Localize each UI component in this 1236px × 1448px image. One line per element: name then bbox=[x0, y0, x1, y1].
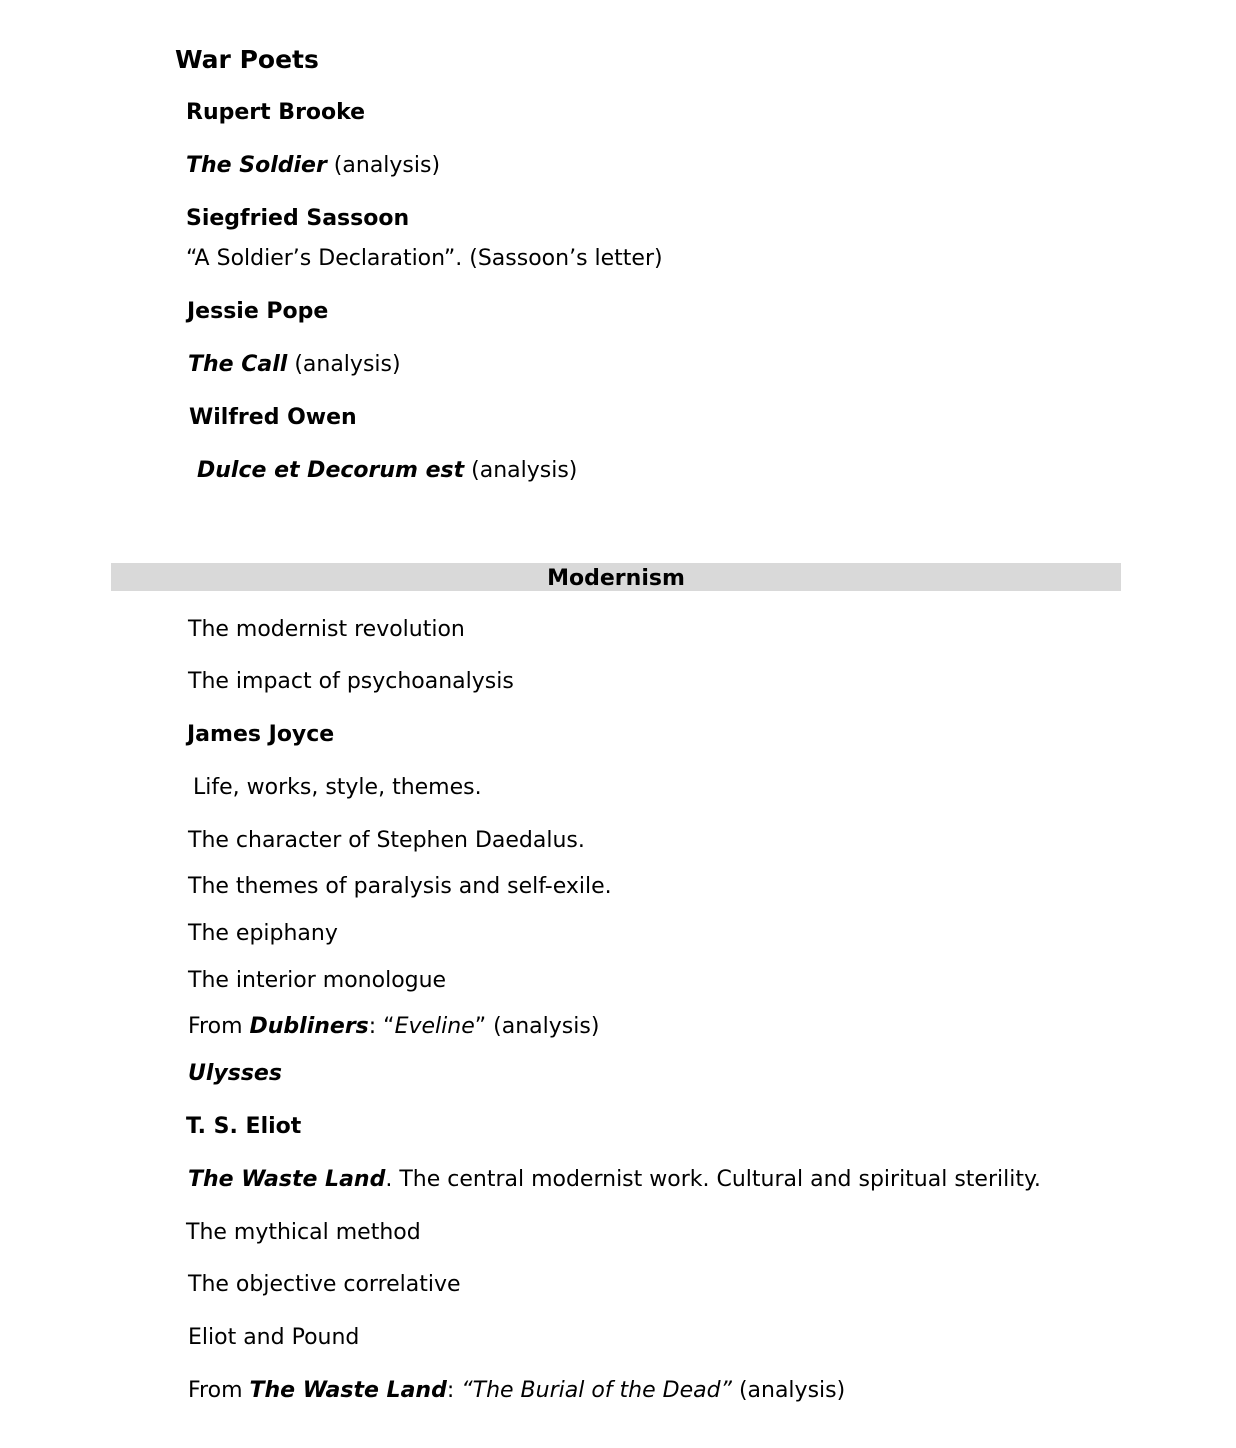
section-title: “The Burial of the Dead” bbox=[461, 1378, 732, 1403]
topic-modernist-revolution: The modernist revolution bbox=[188, 617, 465, 642]
work-title: The Waste Land bbox=[188, 1167, 386, 1192]
work-the-soldier bbox=[186, 155, 440, 177]
eliot-topic-eliot-and-pound: Eliot and Pound bbox=[188, 1325, 360, 1350]
work-ulysses: Ulysses bbox=[188, 1061, 282, 1086]
from-prefix: From bbox=[188, 1378, 250, 1403]
author-siegfried-sassoon: Siegfried Sassoon bbox=[186, 206, 410, 231]
work-description: . The central modernist work. Cultural and spiritual sterility. bbox=[385, 1167, 1041, 1192]
from-prefix: From bbox=[188, 1014, 250, 1039]
joyce-topic-paralysis: The themes of paralysis and self-exile. bbox=[188, 874, 612, 899]
section-title-war-poets: War Poets bbox=[175, 45, 319, 74]
section-header-modernism bbox=[111, 563, 1121, 591]
work-the-call bbox=[188, 354, 401, 376]
work-note: (analysis) bbox=[464, 458, 578, 483]
work-note: (analysis) bbox=[326, 153, 441, 178]
punctuation: : “ bbox=[368, 1014, 395, 1039]
author-rupert-brooke: Rupert Brooke bbox=[186, 100, 366, 125]
work-title: The Call bbox=[188, 352, 288, 377]
sassoon-declaration: “A Soldier’s Declaration”. (Sassoon’s letter) bbox=[186, 246, 663, 271]
joyce-topic-life: Life, works, style, themes. bbox=[193, 775, 482, 800]
eliot-burial-of-the-dead bbox=[188, 1380, 845, 1402]
author-james-joyce: James Joyce bbox=[187, 722, 335, 747]
punctuation: : bbox=[446, 1378, 462, 1403]
work-note: ” (analysis) bbox=[474, 1014, 600, 1039]
work-title: The Waste Land bbox=[249, 1378, 447, 1403]
joyce-topic-daedalus: The character of Stephen Daedalus. bbox=[188, 828, 585, 853]
joyce-topic-interior-monologue: The interior monologue bbox=[188, 968, 447, 993]
work-dulce-et-decorum-est bbox=[197, 460, 577, 482]
joyce-topic-epiphany: The epiphany bbox=[188, 921, 338, 946]
joyce-dubliners-eveline bbox=[188, 1016, 599, 1038]
work-note: (analysis) bbox=[287, 352, 401, 377]
section-title-modernism: Modernism bbox=[547, 566, 685, 591]
eliot-waste-land-description bbox=[188, 1169, 1041, 1191]
eliot-topic-mythical-method: The mythical method bbox=[186, 1220, 421, 1245]
author-wilfred-owen: Wilfred Owen bbox=[189, 405, 357, 430]
topic-psychoanalysis: The impact of psychoanalysis bbox=[188, 669, 514, 694]
author-ts-eliot: T. S. Eliot bbox=[186, 1114, 302, 1139]
story-title: Eveline bbox=[394, 1014, 475, 1039]
work-title: The Soldier bbox=[186, 153, 327, 178]
work-note: (analysis) bbox=[731, 1378, 846, 1403]
work-title: Dulce et Decorum est bbox=[197, 458, 465, 483]
author-jessie-pope: Jessie Pope bbox=[187, 299, 329, 324]
work-title: Dubliners bbox=[249, 1014, 369, 1039]
eliot-topic-objective-correlative: The objective correlative bbox=[188, 1272, 461, 1297]
